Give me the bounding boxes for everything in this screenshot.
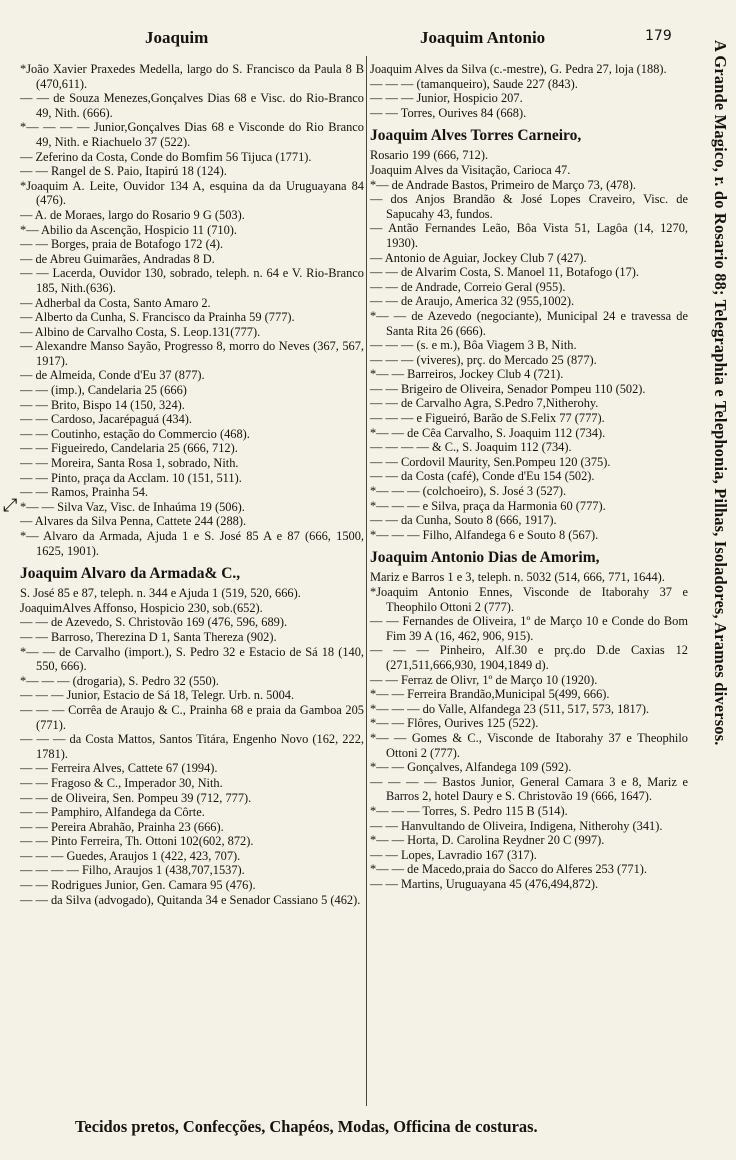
- directory-entry: — — de Carvalho Agra, S.Pedro 7,Nitherohy.: [370, 396, 599, 411]
- directory-entry: *Joaquim Antonio Ennes, Visconde de Itaborahy 37 e Theophilo Ottoni 2 (777).: [370, 585, 688, 614]
- directory-entry: — — Ferraz de Olivr, 1º de Março 10 (1920).: [370, 672, 598, 687]
- column-divider: [366, 56, 367, 1106]
- directory-entry: — Antonio de Aguiar, Jockey Club 7 (427).: [370, 250, 587, 265]
- directory-entry: — — Martins, Uruguayana 45 (476,494,872).: [370, 876, 599, 891]
- directory-entry: — Alvares da Silva Penna, Cattete 244 (288).: [20, 514, 247, 529]
- directory-entry: — — de Alvarim Costa, S. Manoel 11, Botafogo (17).: [370, 265, 640, 280]
- directory-entry: — Antão Fernandes Leão, Bôa Vista 51, Lagôa (14, 1270, 1930).: [370, 221, 688, 250]
- directory-entry: — — Ramos, Prainha 54.: [20, 485, 149, 500]
- directory-entry: — — Torres, Ourives 84 (668).: [370, 105, 527, 120]
- directory-entry: — — Pinto, praça da Acclam. 10 (151, 511).: [20, 470, 242, 485]
- running-head-center: Joaquim Antonio: [420, 28, 546, 47]
- directory-entry: *— — — do Valle, Alfandega 23 (511, 517, 573, 1817).: [370, 701, 650, 716]
- directory-entry: — — — (viveres), prç. do Mercado 25 (877).: [370, 352, 597, 367]
- directory-entry: S. José 85 e 87, teleph. n. 344 e Ajuda 1 (519, 520, 666).: [20, 586, 301, 601]
- directory-entry: — — Hanvultando de Oliveira, Indigena, Nitherohy (341).: [370, 818, 663, 833]
- directory-entry: — — — — Bastos Junior, General Camara 3 e 8, Mariz e Barros 2, hotel Daury e S. Christovão 19 (666, 1647).: [370, 774, 688, 804]
- directory-entry: — dos Anjos Brandão & José Lopes Craveiro, Visc. de Sapucahy 43, fundos.: [370, 192, 688, 221]
- directory-entry: Rosario 199 (666, 712).: [370, 148, 489, 163]
- directory-entry: — A. de Moraes, largo do Rosario 9 G (503).: [20, 207, 245, 222]
- directory-entry: — — Lacerda, Ouvidor 130, sobrado, teleph. n. 64 e V. Rio-Branco 185, Nith.(636).: [20, 266, 364, 295]
- directory-entry: *— — Flôres, Ourives 125 (522).: [370, 716, 539, 731]
- directory-entry: *Joaquim A. Leite, Ouvidor 134 A, esquina da da Uruguayana 84 (476).: [20, 178, 364, 208]
- directory-entry: *— — — (drogaria), S. Pedro 32 (550).: [20, 673, 219, 688]
- directory-entry: — — de Araujo, America 32 (955,1002).: [370, 294, 575, 309]
- directory-entry: *João Xavier Praxedes Medella, largo do S. Francisco da Paula 8 B (470,611).: [20, 62, 364, 91]
- directory-entry: — — de Oliveira, Sen. Pompeu 39 (712, 777).: [20, 790, 252, 805]
- directory-entry: — — Coutinho, estação do Commercio (468).: [20, 426, 250, 441]
- directory-entry: *— Abilio da Ascenção, Hospicio 11 (710).: [20, 222, 238, 237]
- directory-entry: — de Almeida, Conde d'Eu 37 (877).: [20, 368, 205, 383]
- directory-heading: Joaquim Alvaro da Armada& C.,: [20, 565, 241, 583]
- directory-entry: — — Cardoso, Jacarépaguá (434).: [20, 412, 193, 427]
- directory-entry: — Alberto da Cunha, S. Francisco da Prainha 59 (777).: [20, 310, 295, 325]
- running-head-left: Joaquim: [145, 28, 209, 47]
- directory-heading: Joaquim Antonio Dias de Amorim,: [370, 549, 600, 567]
- directory-entry: — — — — & C., S. Joaquim 112 (734).: [370, 440, 572, 455]
- directory-entry: — — Pamphiro, Alfandega da Côrte.: [20, 805, 205, 820]
- footer-advertisement: Tecidos pretos, Confecções, Chapéos, Modas, Officina de costuras.: [75, 1117, 538, 1136]
- directory-entry: *— Alvaro da Armada, Ajuda 1 e S. José 85 A e 87 (666, 1500, 1625, 1901).: [20, 529, 364, 558]
- directory-entry: — — Lopes, Lavradio 167 (317).: [370, 847, 537, 862]
- directory-entry: *— — — Torres, S. Pedro 115 B (514).: [370, 803, 568, 818]
- directory-entry: — — da Costa (café), Conde d'Eu 154 (502).: [370, 469, 595, 484]
- directory-entry: — — Figueiredo, Candelaria 25 (666, 712).: [20, 441, 238, 456]
- directory-entry: — — da Cunha, Souto 8 (666, 1917).: [370, 513, 557, 528]
- directory-entry: *— — de Azevedo (negociante), Municipal 24 e travessa de Santa Rita 26 (666).: [370, 308, 688, 338]
- directory-entry: — — Moreira, Santa Rosa 1, sobrado, Nith.: [20, 456, 239, 471]
- directory-entry: — — Brigeiro de Oliveira, Senador Pompeu 110 (502).: [370, 381, 646, 396]
- directory-entry: Joaquim Alves da Visitação, Carioca 47.: [370, 162, 571, 177]
- directory-entry: *— de Andrade Bastos, Primeiro de Março 73, (478).: [370, 177, 636, 192]
- directory-entry: *— — Gonçalves, Alfandega 109 (592).: [370, 760, 572, 775]
- directory-entry: — — — Guedes, Araujos 1 (422, 423, 707).: [20, 848, 241, 863]
- directory-entry: — — — Pinheiro, Alf.30 e prç.do D.de Caxias 12 (271,511,666,930, 1904,1849 d).: [370, 643, 688, 672]
- directory-entry: — — da Silva (advogado), Quitanda 34 e Senador Cassiano 5 (462).: [20, 892, 361, 907]
- directory-entry: — — Rangel de S. Paio, Itapirú 18 (124).: [20, 164, 227, 179]
- directory-entry: — — Ferreira Alves, Cattete 67 (1994).: [20, 761, 218, 776]
- directory-entry: — — — Corrêa de Araujo & C., Prainha 68 e praia da Gamboa 205 (771).: [20, 702, 364, 732]
- directory-entry: Joaquim Alves da Silva (c.-mestre), G. Pedra 27, loja (188).: [370, 62, 667, 76]
- directory-entry: — — — (s. e m.), Bôa Viagem 3 B, Nith.: [370, 338, 577, 353]
- directory-entry: — Albino de Carvalho Costa, S. Leop.131(777).: [20, 324, 261, 339]
- directory-entry: *— — Horta, D. Carolina Reydner 20 C (997).: [370, 833, 605, 848]
- right-column: [370, 62, 688, 891]
- directory-entry: *— — — Filho, Alfandega 6 e Souto 8 (567).: [370, 527, 599, 542]
- directory-entry: — — Fragoso & C., Imperador 30, Nith.: [20, 775, 223, 790]
- directory-entry: *— — — — Junior,Gonçalves Dias 68 e Visconde do Rio Branco 49, Nith. e Riachuelo 37 (522).: [20, 120, 364, 149]
- directory-entry: — — Barroso, Therezina D 1, Santa Thereza (902).: [20, 629, 277, 644]
- directory-entry: *— — de Macedo,praia do Sacco do Alferes 253 (771).: [370, 862, 647, 877]
- directory-entry: Mariz e Barros 1 e 3, teleph. n. 5032 (514, 666, 771, 1644).: [370, 570, 665, 585]
- directory-entry: *— — Silva Vaz, Visc. de Inhaúma 19 (506).: [20, 499, 245, 514]
- directory-entry: — — Borges, praia de Botafogo 172 (4).: [20, 237, 224, 252]
- directory-entry: *— — Ferreira Brandão,Municipal 5(499, 666).: [370, 687, 610, 702]
- directory-entry: — Adherbal da Costa, Santo Amaro 2.: [20, 295, 211, 310]
- page-number: 179: [645, 28, 672, 44]
- directory-entry: — — Fernandes de Oliveira, 1º de Março 10 e Conde do Bom Fim 39 A (16, 462, 906, 915).: [370, 614, 688, 643]
- directory-entry: — — — e Figueiró, Barão de S.Felix 77 (777).: [370, 411, 605, 426]
- directory-entry: *— — Barreiros, Jockey Club 4 (721).: [370, 367, 564, 382]
- left-column: [20, 62, 364, 907]
- directory-entry: *— — Gomes & C., Visconde de Itaborahy 37 e Theophilo Ottoni 2 (777).: [370, 730, 688, 760]
- directory-entry: — — — Junior, Estacio de Sá 18, Telegr. Urb. n. 5004.: [20, 688, 295, 703]
- directory-entry: — — Cordovil Maurity, Sen.Pompeu 120 (375).: [370, 454, 611, 469]
- directory-entry: — — (imp.), Candelaria 25 (666): [20, 383, 187, 398]
- directory-entry: *— — — e Silva, praça da Harmonia 60 (777).: [370, 498, 606, 513]
- directory-entry: — Alexandre Manso Sayão, Progresso 8, morro do Neves (367, 567, 1917).: [20, 339, 364, 368]
- directory-entry: — — de Andrade, Correio Geral (955).: [370, 279, 566, 294]
- directory-heading: Joaquim Alves Torres Carneiro,: [370, 127, 582, 145]
- directory-entry: — de Abreu Guimarães, Andradas 8 D.: [20, 251, 215, 266]
- directory-entry: — — Pinto Ferreira, Th. Ottoni 102(602, 872).: [20, 834, 254, 849]
- directory-entry: — — Rodrigues Junior, Gen. Camara 95 (476).: [20, 878, 256, 893]
- directory-entry: — — Pereira Abrahão, Prainha 23 (666).: [20, 819, 224, 834]
- directory-entry: — — — — Filho, Araujos 1 (438,707,1537).: [20, 863, 245, 878]
- side-advertisement: A Grande Magico, r. do Rosario 88; Telegraphia e Telephonia, Pilhas, Isoladores, Arames diversos.: [711, 40, 730, 746]
- directory-entry: — — — da Costa Mattos, Santos Titára, Engenho Novo (162, 222, 1781).: [20, 732, 364, 761]
- directory-entry: *— — de Cêa Carvalho, S. Joaquim 112 (734).: [370, 425, 606, 440]
- directory-entry: — — de Azevedo, S. Christovão 169 (476, 596, 689).: [20, 615, 288, 630]
- directory-entry: — Zeferino da Costa, Conde do Bomfim 56 Tijuca (1771).: [20, 149, 312, 164]
- directory-entry: — — Brito, Bispo 14 (150, 324).: [20, 397, 185, 412]
- directory-entry: *— — — (colchoeiro), S. José 3 (527).: [370, 484, 567, 499]
- directory-entry: *— — de Carvalho (import.), S. Pedro 32 e Estacio de Sá 18 (140, 550, 666).: [20, 644, 364, 674]
- directory-entry: — — — Junior, Hospicio 207.: [370, 91, 523, 106]
- directory-entry: JoaquimAlves Affonso, Hospicio 230, sob.(652).: [20, 600, 263, 615]
- margin-mark-icon: ⤢: [3, 495, 18, 516]
- directory-entry: — — — (tamanqueiro), Saude 227 (843).: [370, 76, 578, 91]
- directory-entry: — — de Souza Menezes,Gonçalves Dias 68 e Visc. do Rio-Branco 49, Nith. (666).: [20, 91, 364, 120]
